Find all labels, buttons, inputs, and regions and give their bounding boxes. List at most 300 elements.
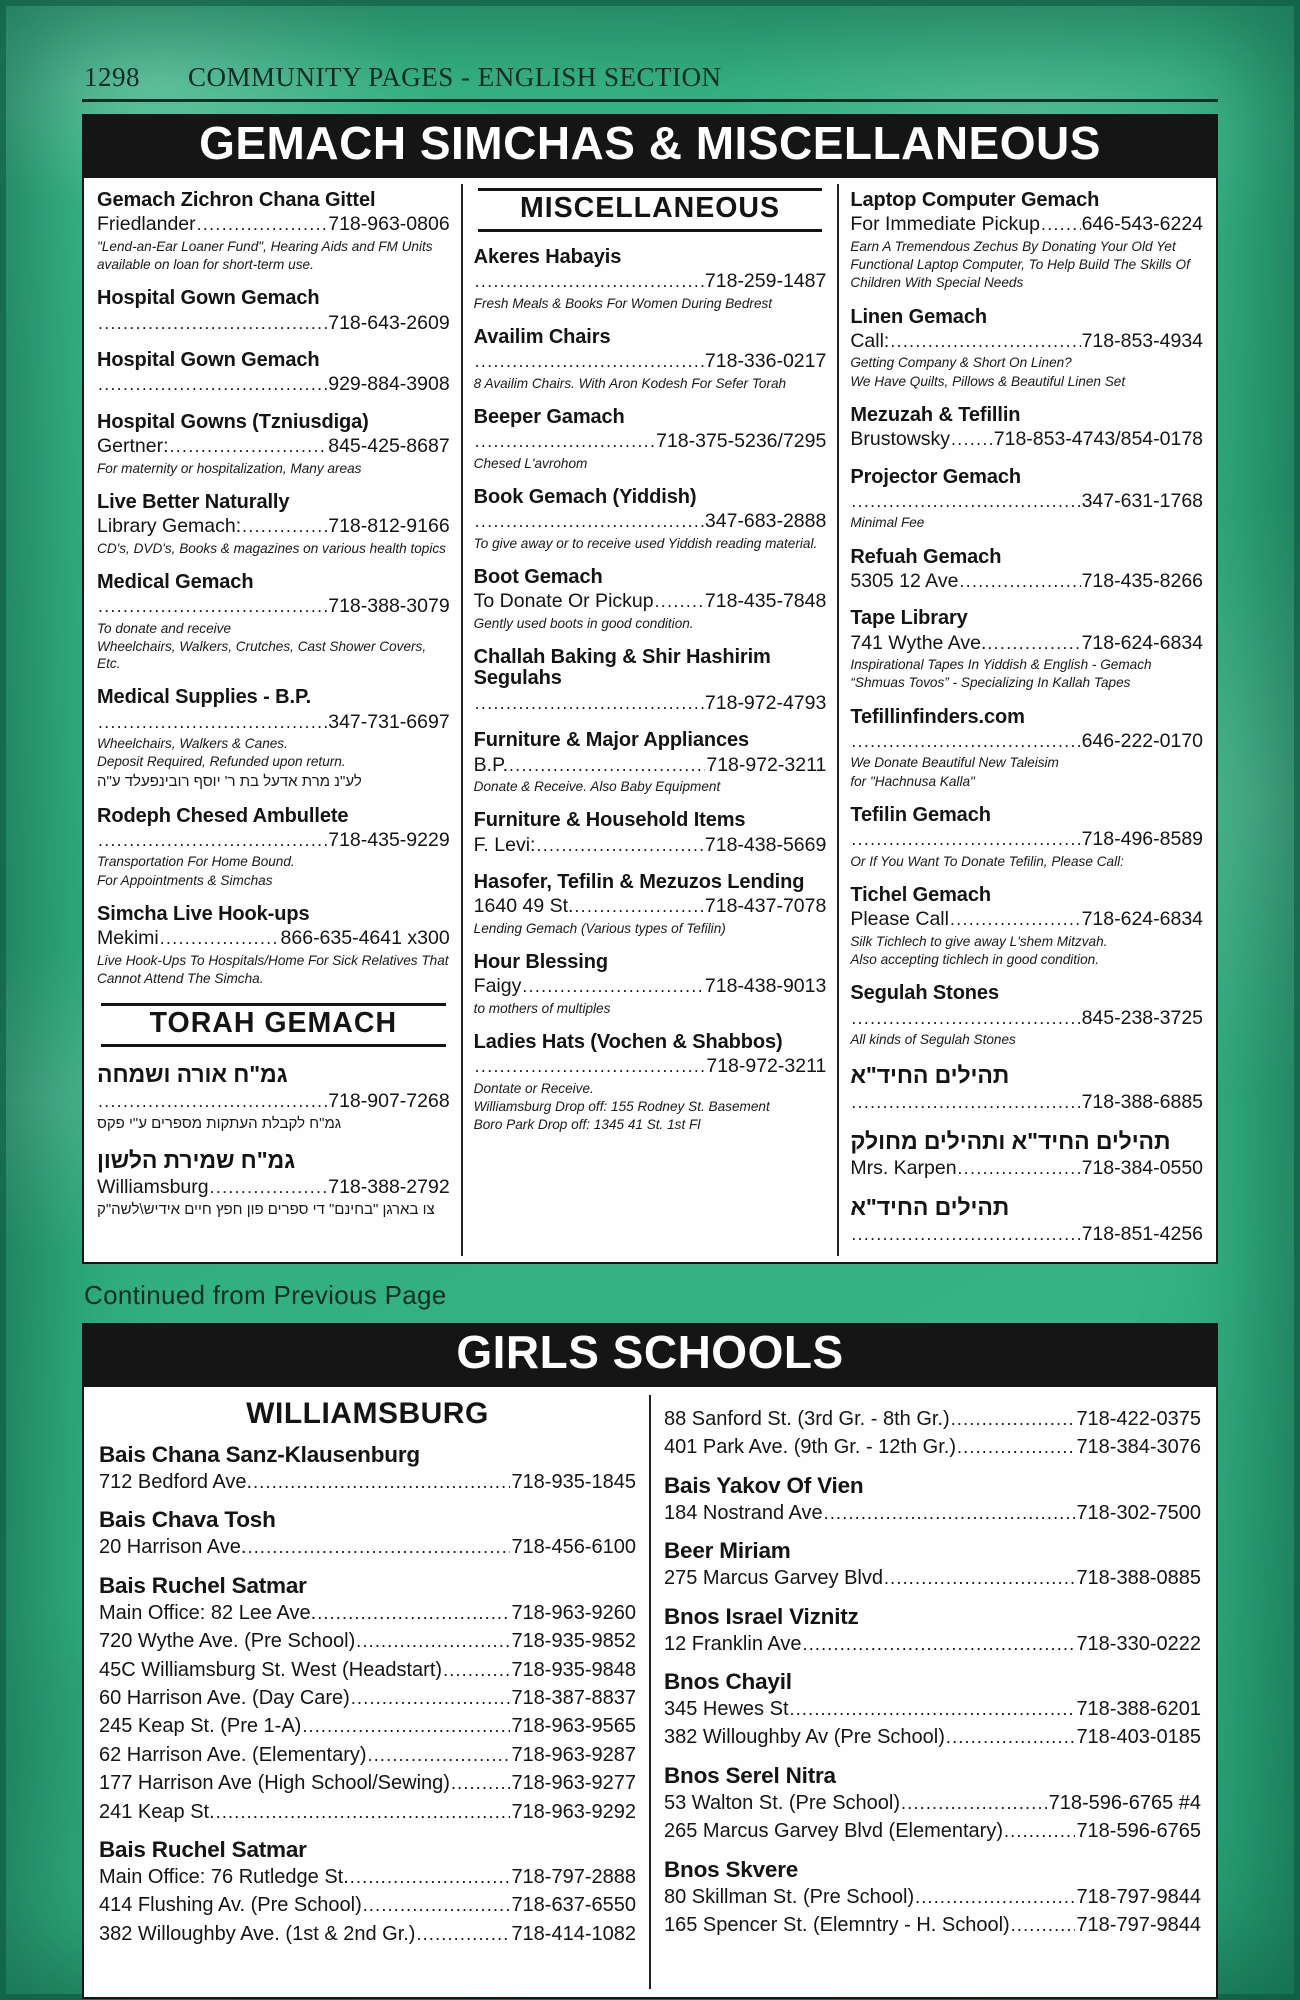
school-phone-line <box>99 1656 636 1684</box>
dot-leader <box>959 569 1080 593</box>
dot-leader <box>98 710 327 734</box>
dot-leader <box>216 1798 511 1826</box>
school-address: 265 Marcus Garvey Blvd (Elementary) <box>664 1820 1004 1843</box>
phone-line <box>97 372 450 396</box>
contact-label: Faigy <box>473 975 522 998</box>
phone-number: 718-496-8589 <box>1081 828 1204 851</box>
phone-number: 718-935-1845 <box>511 1471 636 1493</box>
dot-leader <box>957 1433 1075 1461</box>
school-phone-line <box>664 1723 1201 1751</box>
phone-number: 718-797-2888 <box>511 1865 636 1888</box>
entry-description: Gently used boots in good condition. <box>473 615 694 631</box>
phone-number: 718-812-9166 <box>328 515 450 538</box>
dot-leader <box>951 1405 1076 1433</box>
phone-number: 347-683-2888 <box>704 510 827 533</box>
contact-label: 1640 49 St. <box>473 895 574 918</box>
entry-description: "Lend-an-Ear Loaner Fund", Hearing Aids and FM Units <box>97 238 433 254</box>
phone-line <box>474 894 827 918</box>
contact-label: Gertner: <box>97 435 169 458</box>
school-name: Bnos Skvere <box>664 1856 799 1882</box>
phone-line <box>97 1175 450 1199</box>
dot-leader <box>98 594 327 618</box>
school-address: 80 Skillman St. (Pre School) <box>664 1885 915 1908</box>
entry-description: We Have Quilts, Pillows & Beautiful Linen Set <box>850 373 1126 389</box>
directory-entry <box>97 288 450 335</box>
contact-label: For Immediate Pickup <box>850 213 1040 236</box>
phone-number: 718-435-7848 <box>704 590 827 613</box>
gemach-column-1 <box>86 184 461 1256</box>
dot-leader <box>475 349 704 373</box>
dot-leader <box>475 429 655 453</box>
school-phone-line <box>664 1630 1201 1658</box>
dot-leader <box>951 427 993 451</box>
directory-entry <box>850 467 1203 532</box>
phone-number: 718-302-7500 <box>1076 1501 1201 1524</box>
dot-leader <box>574 894 703 918</box>
contact-label: 741 Wythe Ave. <box>850 631 987 654</box>
phone-number: 718-384-3076 <box>1076 1436 1201 1459</box>
entry-description: Earn A Tremendous Zechus By Donating Your Old Yet <box>850 238 1176 254</box>
entry-description: Cannot Attend The Simcha. <box>97 970 264 986</box>
dot-leader <box>824 1499 1076 1527</box>
entry-name: Medical Supplies - B.P. <box>97 686 312 709</box>
phone-line <box>474 1054 827 1078</box>
phone-number: 718-624-6834 <box>1081 908 1204 931</box>
dot-leader <box>851 1090 1080 1114</box>
region-heading: WILLIAMSBURG <box>246 1397 489 1430</box>
phone-line <box>850 569 1203 593</box>
school-phone-line <box>99 1769 636 1797</box>
contact-label: Mekimi <box>97 927 159 950</box>
directory-entry <box>97 1148 450 1219</box>
phone-number: 718-797-9844 <box>1076 1885 1201 1908</box>
school-entry <box>664 1856 1201 1940</box>
phone-number: 718-972-4793 <box>704 691 827 714</box>
gemach-column-3 <box>837 184 1214 1256</box>
directory-entry <box>474 1032 827 1134</box>
dot-leader <box>950 907 1081 931</box>
dot-leader <box>884 1564 1075 1592</box>
school-name: Bnos Chayil <box>664 1668 792 1694</box>
school-address: 275 Marcus Garvey Blvd <box>664 1567 883 1590</box>
entry-name: תהילים החיד"א <box>850 1062 1010 1089</box>
entry-description: available on loan for short-term use. <box>97 257 314 273</box>
phone-number: 347-631-1768 <box>1081 489 1204 512</box>
school-address: 12 Franklin Ave <box>664 1632 802 1655</box>
school-entry <box>664 1537 1201 1592</box>
entry-name: Projector Gemach <box>850 465 1022 488</box>
school-entry <box>99 1572 636 1826</box>
school-address: 712 Bedford Ave. <box>99 1471 253 1493</box>
contact-label: Friedlander <box>97 213 196 236</box>
directory-entry <box>97 492 450 557</box>
phone-number: 718-851-4256 <box>1081 1223 1204 1246</box>
directory-entry <box>474 730 827 795</box>
dot-leader <box>242 514 327 538</box>
phone-number: 718-384-0550 <box>1081 1157 1204 1180</box>
directory-entry <box>97 904 450 987</box>
school-phone-line <box>99 1533 636 1561</box>
dot-leader <box>915 1883 1075 1911</box>
school-address: Main Office: 76 Rutledge St. <box>99 1865 349 1888</box>
entry-description: Or If You Want To Donate Tefilin, Please Call: <box>850 853 1124 869</box>
school-phone-line <box>664 1405 1201 1433</box>
phone-line <box>97 594 450 618</box>
school-phone-line <box>99 1684 636 1712</box>
entry-name: Tefillinfinders.com <box>850 705 1025 728</box>
phone-line <box>850 329 1203 353</box>
entry-name: Tichel Gemach <box>850 883 991 906</box>
entry-description: “Shmuas Tovos” - Specializing In Kallah Tapes <box>850 675 1131 691</box>
phone-number: 718-907-7268 <box>328 1089 450 1112</box>
school-phone-line <box>99 1891 636 1919</box>
entry-description: Donate & Receive. Also Baby Equipment <box>473 779 721 794</box>
dot-leader <box>475 691 704 715</box>
entry-description: For Appointments & Simchas <box>97 872 273 888</box>
entry-name: Tape Library <box>850 607 968 630</box>
directory-entry <box>850 1063 1203 1114</box>
phone-number: 718-963-9287 <box>511 1743 636 1766</box>
dot-leader <box>522 974 704 998</box>
phone-number: 718-387-8837 <box>511 1686 636 1709</box>
school-name: Bnos Serel Nitra <box>664 1762 836 1788</box>
phone-number: 845-425-8687 <box>328 435 450 458</box>
entry-description: Boro Park Drop off: 1345 41 St. 1st Fl <box>473 1117 701 1133</box>
dot-leader <box>160 926 280 950</box>
directory-entry <box>850 1129 1203 1180</box>
contact-label: Brustowsky <box>850 428 951 451</box>
phone-line <box>850 1090 1203 1114</box>
entry-name: Furniture & Household Items <box>473 809 746 832</box>
entry-name: תהילים החיד"א <box>850 1194 1010 1221</box>
dot-leader <box>1041 212 1081 236</box>
entry-description: For maternity or hospitalization, Many areas <box>97 460 362 476</box>
phone-line <box>474 269 827 293</box>
phone-number: 347-731-6697 <box>328 710 450 733</box>
contact-label: Library Gemach: <box>97 515 242 538</box>
phone-number: 718-963-9277 <box>511 1772 636 1795</box>
directory-entry <box>850 1195 1203 1246</box>
phone-number: 718-853-4934 <box>1081 329 1204 352</box>
dot-leader <box>803 1630 1076 1658</box>
directory-entry <box>474 872 827 937</box>
dot-leader <box>363 1891 511 1919</box>
entry-description: Functional Laptop Computer, To Help Build The Skills Of <box>850 257 1190 273</box>
entry-name: Beeper Gamach <box>473 406 625 429</box>
phone-number: 718-438-5669 <box>704 833 827 856</box>
phone-line <box>850 1222 1203 1246</box>
phone-line <box>97 1089 450 1113</box>
school-entry <box>664 1603 1201 1658</box>
section-title: COMMUNITY PAGES - ENGLISH SECTION <box>188 62 722 92</box>
directory-entry <box>474 407 827 472</box>
entry-name: Live Better Naturally <box>97 490 290 513</box>
school-phone-line <box>664 1789 1201 1817</box>
contact-label: F. Levi: <box>473 833 536 856</box>
entry-description: Inspirational Tapes In Yiddish & English - Gemach <box>850 657 1152 673</box>
dot-leader <box>475 509 704 533</box>
dot-leader <box>958 1156 1081 1180</box>
entry-description: To donate and receive <box>97 620 232 636</box>
school-phone-line <box>664 1817 1201 1845</box>
gemach-banner: GEMACH SIMCHAS & MISCELLANEOUS <box>82 114 1218 178</box>
school-address: Main Office: 82 Lee Ave. <box>99 1601 317 1624</box>
schools-listings <box>82 1387 1218 1999</box>
school-address: 184 Nostrand Ave <box>664 1501 823 1524</box>
phone-number: 718-935-9848 <box>511 1658 636 1681</box>
phone-number: 718-259-1487 <box>704 270 827 293</box>
school-address: 401 Park Ave. (9th Gr. - 12th Gr.) <box>664 1436 956 1459</box>
directory-entry <box>850 190 1203 292</box>
directory-entry <box>474 647 827 715</box>
entry-name: Boot Gemach <box>473 566 603 589</box>
phone-line <box>97 710 450 734</box>
dot-leader <box>1004 1817 1075 1845</box>
dot-leader <box>351 1684 511 1712</box>
entry-name: Gemach Zichron Chana Gittel <box>97 189 376 211</box>
school-phone-line <box>664 1433 1201 1461</box>
phone-line <box>850 212 1203 236</box>
school-entry <box>99 1836 636 1948</box>
entry-description: All kinds of Segulah Stones <box>850 1031 1016 1047</box>
dot-leader <box>475 1054 706 1078</box>
contact-label: Please Call <box>850 908 949 931</box>
directory-entry <box>850 608 1203 691</box>
entry-description: Williamsburg Drop off: 155 Rodney St. Basement <box>473 1099 770 1115</box>
phone-number: 718-330-0222 <box>1076 1632 1201 1655</box>
entry-description: CD's, DVD's, Books & magazines on various health topics <box>97 540 446 556</box>
dot-leader <box>509 753 705 777</box>
dot-leader <box>248 1533 511 1561</box>
dot-leader <box>98 311 327 335</box>
entry-description: Chesed L'avrohom <box>473 455 588 471</box>
dot-leader <box>890 329 1080 353</box>
school-name: Bnos Israel Viznitz <box>664 1603 859 1629</box>
dot-leader <box>901 1789 1048 1817</box>
school-phone-line <box>99 1863 636 1891</box>
school-address: 20 Harrison Ave. <box>99 1536 247 1559</box>
entry-name: Hospital Gown Gemach <box>97 287 320 310</box>
phone-number: 718-624-6834 <box>1081 631 1204 654</box>
entry-name: Laptop Computer Gemach <box>850 189 1100 211</box>
phone-line <box>850 1156 1203 1180</box>
entry-description: for "Hachnusa Kalla" <box>850 773 975 789</box>
dot-leader <box>851 489 1080 513</box>
dot-leader <box>475 269 704 293</box>
schools-column-2 <box>649 1395 1214 1989</box>
schools-banner: GIRLS SCHOOLS <box>82 1323 1218 1387</box>
entry-description: Wheelchairs, Walkers, Crutches, Cast Shower Covers, Etc. <box>97 638 427 672</box>
phone-number: 718-388-2792 <box>328 1176 450 1199</box>
phone-line <box>474 691 827 715</box>
phone-number: 718-963-9292 <box>511 1800 636 1823</box>
dot-leader <box>356 1627 510 1655</box>
school-entry <box>664 1762 1201 1846</box>
entry-name: Availim Chairs <box>473 326 611 349</box>
dot-leader <box>98 828 327 852</box>
entry-name: Challah Baking & Shir Hashirim Segulahs <box>473 646 771 690</box>
school-address: 165 Spencer St. (Elemntry - H. School) <box>664 1913 1010 1936</box>
school-phone-line <box>99 1599 636 1627</box>
school-name: Bais Ruchel Satmar <box>99 1572 307 1598</box>
entry-description: Deposit Required, Refunded upon return. <box>97 754 346 770</box>
entry-description-hebrew: צו בארגן "בחינם" די ספרים פון חפץ חיים אידיש\לשה"ק <box>97 1201 435 1219</box>
school-name: Beer Miriam <box>664 1538 791 1564</box>
phone-number: 718-336-0217 <box>704 350 827 373</box>
phone-number: 718-853-4743/854-0178 <box>993 428 1204 451</box>
phone-number: 718-388-6201 <box>1076 1697 1201 1720</box>
phone-line <box>850 489 1203 513</box>
dot-leader <box>655 589 704 613</box>
phone-number: 718-438-9013 <box>704 975 827 998</box>
entry-name: גמ"ח שמירת הלשון <box>97 1147 296 1174</box>
directory-entry <box>97 687 450 790</box>
phone-number: 718-972-3211 <box>706 753 827 776</box>
dot-leader <box>350 1863 511 1891</box>
phone-line <box>97 434 450 458</box>
phone-number: 718-437-7078 <box>704 895 827 918</box>
entry-description-hebrew: גמ"ח לקבלת העתקות מספרים ע"י פקס <box>97 1115 342 1133</box>
entry-name: Hospital Gowns (Tzniusdiga) <box>97 410 369 433</box>
school-address: 382 Willoughby Av (Pre School) <box>664 1726 945 1749</box>
school-phone-line <box>664 1911 1201 1939</box>
schools-column-1 <box>86 1395 649 1989</box>
entry-name: Hospital Gown Gemach <box>97 349 320 372</box>
entry-name: Linen Gemach <box>850 305 987 328</box>
phone-line <box>97 212 450 236</box>
page-masthead <box>82 62 1218 102</box>
dot-leader <box>851 729 1080 753</box>
phone-line <box>850 729 1203 753</box>
dot-leader <box>536 833 703 857</box>
school-name: Bais Ruchel Satmar <box>99 1836 307 1862</box>
phone-line <box>850 1006 1203 1030</box>
directory-entry <box>97 412 450 477</box>
dot-leader <box>851 1222 1080 1246</box>
contact-label: To Donate Or Pickup <box>473 590 654 613</box>
contact-label: B.P. <box>473 753 509 776</box>
school-phone-line <box>99 1627 636 1655</box>
entry-description: Silk Tichlech to give away L'shem Mitzvah. <box>850 933 1108 949</box>
entry-name: Refuah Gemach <box>850 545 1002 568</box>
school-phone-line <box>99 1920 636 1948</box>
entry-name: Furniture & Major Appliances <box>473 729 750 752</box>
phone-number: 646-222-0170 <box>1081 729 1204 752</box>
entry-description: 8 Availim Chairs. With Aron Kodesh For Sefer Torah <box>473 375 787 391</box>
dot-leader <box>851 1006 1080 1030</box>
page-number: 1298 <box>84 62 140 92</box>
directory-entry <box>97 350 450 397</box>
directory-entry <box>97 572 450 673</box>
dot-leader <box>98 372 327 396</box>
phone-line <box>850 827 1203 851</box>
school-address: 60 Harrison Ave. (Day Care) <box>99 1686 350 1709</box>
dot-leader <box>98 1089 327 1113</box>
school-address: 241 Keap St. <box>99 1800 215 1823</box>
directory-entry <box>474 247 827 312</box>
phone-number: 718-963-0806 <box>328 213 450 236</box>
school-phone-line <box>99 1712 636 1740</box>
phone-number: 929-884-3908 <box>328 373 450 396</box>
phone-number: 718-963-9260 <box>511 1601 636 1624</box>
directory-entry <box>474 327 827 392</box>
school-address: 245 Keap St. (Pre 1-A) <box>99 1715 302 1738</box>
entry-name: Ladies Hats (Vochen & Shabbos) <box>473 1031 783 1054</box>
phone-line <box>474 509 827 533</box>
school-address: 382 Willoughby Ave. (1st & 2nd Gr.) <box>99 1922 416 1945</box>
gemach-column-2 <box>461 184 838 1256</box>
phone-line <box>97 514 450 538</box>
school-phone-line <box>664 1883 1201 1911</box>
phone-number: 718-963-9565 <box>511 1715 636 1738</box>
dot-leader <box>451 1769 511 1797</box>
phone-number: 646-543-6224 <box>1081 213 1204 236</box>
entry-description: Live Hook-Ups To Hospitals/Home For Sick Relatives That <box>97 952 449 968</box>
entry-description: Lending Gemach (Various types of Tefilin) <box>473 920 726 936</box>
school-address: 177 Harrison Ave (High School/Sewing) <box>99 1772 450 1795</box>
phone-line <box>474 753 827 777</box>
school-entry <box>664 1405 1201 1462</box>
school-entry <box>664 1668 1201 1752</box>
directory-entry <box>850 405 1203 452</box>
school-phone-line <box>664 1564 1201 1592</box>
phone-number: 718-388-6885 <box>1081 1090 1204 1113</box>
school-address: 720 Wythe Ave. (Pre School) <box>99 1630 356 1653</box>
directory-entry <box>850 707 1203 790</box>
entry-description: To give away or to receive used Yiddish reading material. <box>473 535 818 551</box>
entry-description: Also accepting tichlech in good condition. <box>850 951 1099 967</box>
phone-number: 718-375-5236/7295 <box>656 430 827 453</box>
phone-line <box>97 311 450 335</box>
school-address: 53 Walton St. (Pre School) <box>664 1791 901 1814</box>
directory-entry <box>474 567 827 632</box>
gemach-listings <box>82 178 1218 1264</box>
directory-entry <box>474 487 827 552</box>
dot-leader <box>253 1468 510 1496</box>
school-name: Bais Chava Tosh <box>99 1507 276 1533</box>
dot-leader <box>302 1712 510 1740</box>
entry-name: Rodeph Chesed Ambullete <box>97 804 349 827</box>
dot-leader <box>197 212 328 236</box>
school-entry <box>99 1441 636 1496</box>
school-phone-line <box>99 1468 636 1496</box>
school-phone-line <box>99 1798 636 1826</box>
phone-line <box>474 589 827 613</box>
phone-number: 718-456-6100 <box>511 1536 636 1559</box>
school-entry <box>99 1506 636 1561</box>
column-subheader: TORAH GEMACH <box>101 1003 446 1047</box>
phone-number: 718-435-8266 <box>1081 569 1204 592</box>
contact-label: Call: <box>850 329 890 352</box>
phone-line <box>474 349 827 373</box>
school-name: Bais Chana Sanz-Klausenburg <box>99 1442 420 1467</box>
entry-name: Tefilin Gemach <box>850 803 991 826</box>
entry-name: Akeres Habayis <box>473 246 622 268</box>
contact-label: Williamsburg <box>97 1176 209 1199</box>
entry-name: Mezuzah & Tefillin <box>850 403 1021 426</box>
directory-entry <box>850 547 1203 594</box>
entry-description: Getting Company & Short On Linen? <box>850 355 1072 371</box>
directory-entry <box>97 1062 450 1133</box>
entry-name: תהילים החיד"א ותהילים מחולק <box>850 1128 1171 1155</box>
continued-note: Continued from Previous Page <box>84 1280 447 1310</box>
contact-label: 5305 12 Ave <box>850 569 959 592</box>
phone-number: 718-797-9844 <box>1076 1913 1201 1936</box>
school-address: 62 Harrison Ave. (Elementary) <box>99 1743 367 1766</box>
phone-line <box>474 974 827 998</box>
phone-number: 718-643-2609 <box>328 311 450 334</box>
directory-entry <box>97 806 450 889</box>
